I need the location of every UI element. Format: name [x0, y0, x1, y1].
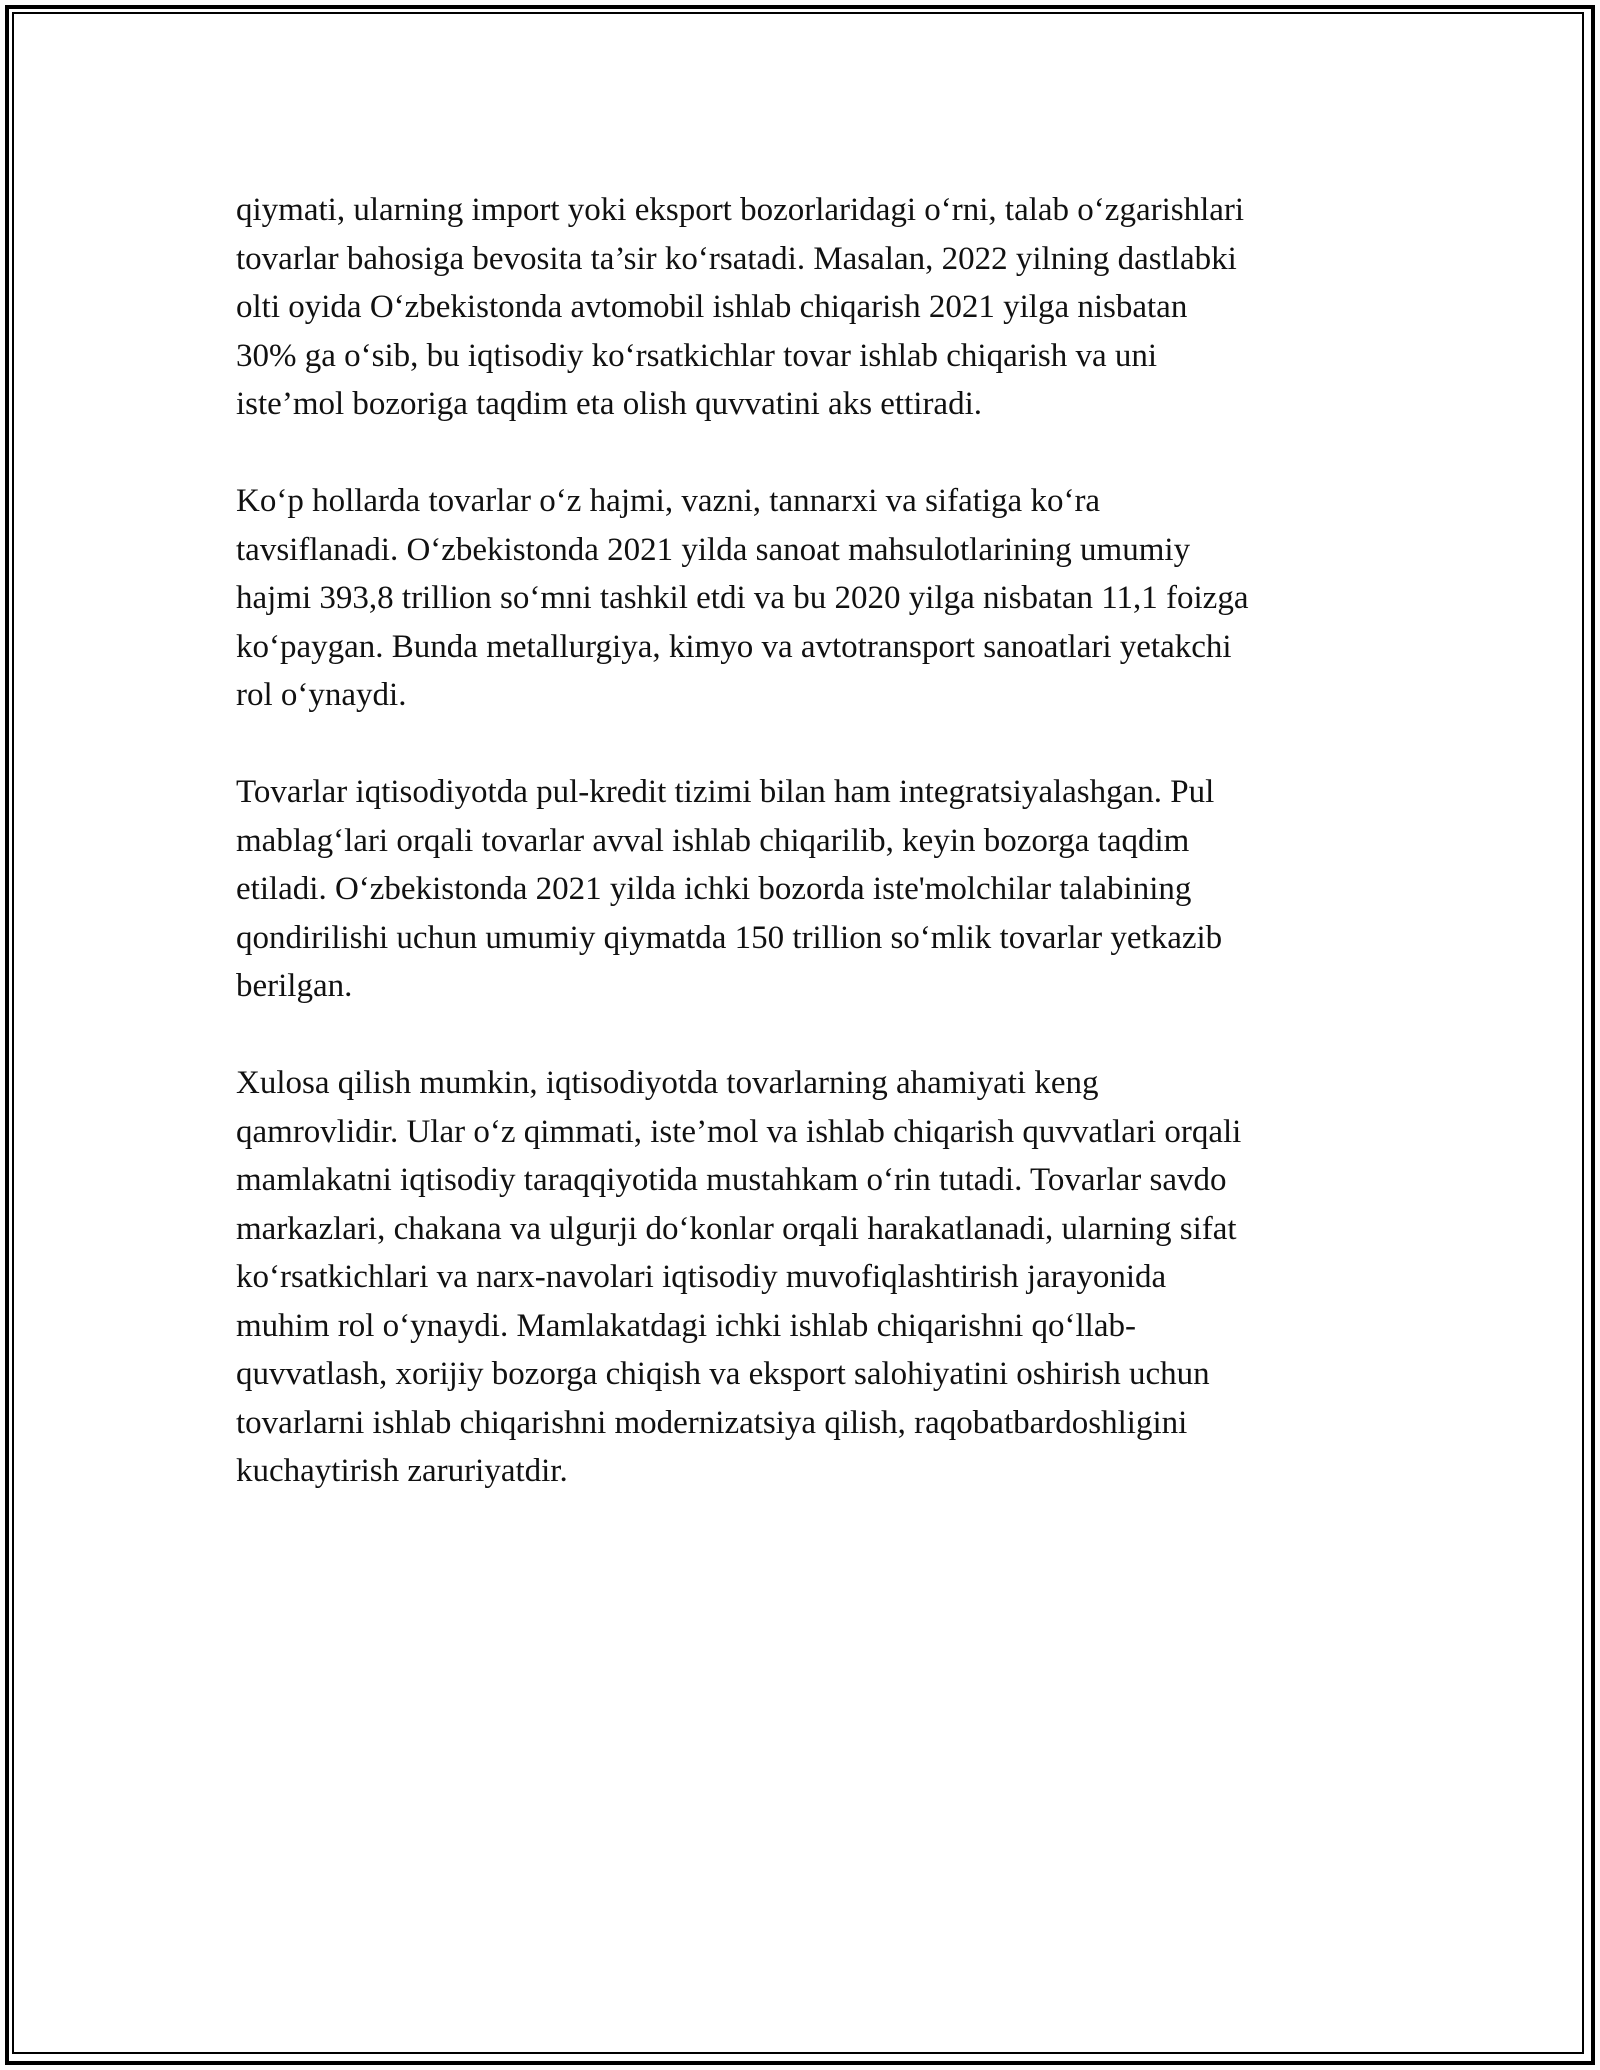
text-line: qamrovlidir. Ular o‘z qimmati, iste’mol va ishlab chiqarish quvvatlari orqali: [236, 1113, 1242, 1150]
text-line: iste’mol bozoriga taqdim eta olish quvvatini aks ettiradi.: [236, 386, 982, 422]
text-line: qondirilishi uchun umumiy qiymatda 150 trillion so‘mlik tovarlar yetkazib: [236, 919, 1223, 956]
text-line: muhim rol o‘ynaydi. Mamlakatdagi ichki ishlab chiqarishni qo‘llab-: [236, 1307, 1136, 1344]
text-line: rol o‘ynaydi.: [236, 677, 407, 713]
text-line: mamlakatni iqtisodiy taraqqiyotida mustahkam o‘rin tutadi. Tovarlar savdo: [236, 1162, 1227, 1198]
text-line: olti oyida O‘zbekistonda avtomobil ishlab chiqarish 2021 yilga nisbatan: [236, 289, 1188, 325]
document-body: [236, 186, 1386, 1544]
text-line: qiymati, ularning import yoki eksport bozorlaridagi o‘rni, talab o‘zgarishlari: [236, 192, 1245, 228]
text-line: markazlari, chakana va ulgurji do‘konlar orqali harakatlanadi, ularning sifat: [236, 1210, 1237, 1247]
paragraph: [236, 1059, 1386, 1496]
text-line: tovarlarni ishlab chiqarishni modernizatsiya qilish, raqobatbardoshligini: [236, 1404, 1188, 1441]
text-line: Ko‘p hollarda tovarlar o‘z hajmi, vazni, tannarxi va sifatiga ko‘ra: [236, 483, 1101, 519]
text-line: Tovarlar iqtisodiyotda pul-kredit tizimi bilan ham integratsiyalashgan. Pul: [236, 774, 1215, 810]
text-line: tovarlar bahosiga bevosita ta’sir ko‘rsatadi. Masalan, 2022 yilning dastlabki: [236, 240, 1237, 277]
paragraph: [236, 477, 1386, 720]
text-line: berilgan.: [236, 968, 353, 1004]
text-line: 30% ga o‘sib, bu iqtisodiy ko‘rsatkichlar tovar ishlab chiqarish va uni: [236, 337, 1158, 374]
text-line: Xulosa qilish mumkin, iqtisodiyotda tovarlarning ahamiyati keng: [236, 1065, 1099, 1101]
text-line: mablag‘lari orqali tovarlar avval ishlab chiqarilib, keyin bozorga taqdim: [236, 822, 1190, 859]
text-line: kuchaytirish zaruriyatdir.: [236, 1453, 568, 1489]
paragraph: [236, 186, 1386, 429]
text-line: ko‘rsatkichlari va narx-navolari iqtisodiy muvofiqlashtirish jarayonida: [236, 1259, 1167, 1295]
text-line: quvvatlash, xorijiy bozorga chiqish va eksport salohiyatini oshirish uchun: [236, 1356, 1210, 1392]
text-line: ko‘paygan. Bunda metallurgiya, kimyo va avtotransport sanoatlari yetakchi: [236, 628, 1232, 665]
text-line: etiladi. O‘zbekistonda 2021 yilda ichki bozorda iste'molchilar talabining: [236, 871, 1192, 907]
text-line: hajmi 393,8 trillion so‘mni tashkil etdi va bu 2020 yilga nisbatan 11,1 foizga: [236, 580, 1249, 616]
text-line: tavsiflanadi. O‘zbekistonda 2021 yilda sanoat mahsulotlarining umumiy: [236, 531, 1191, 568]
paragraph: [236, 768, 1386, 1011]
